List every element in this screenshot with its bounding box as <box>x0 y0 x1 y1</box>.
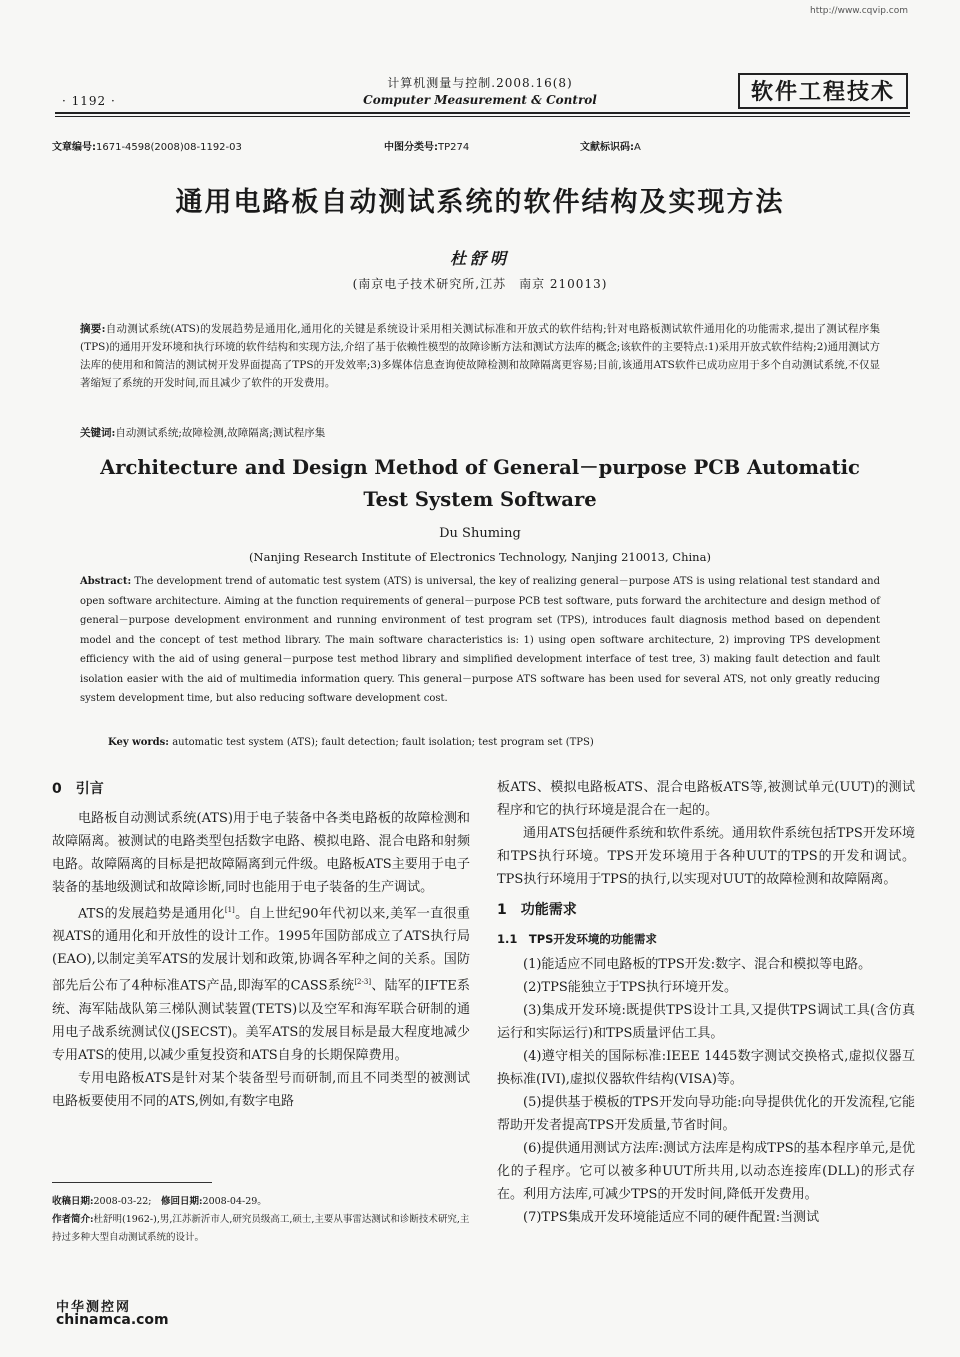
article-number: 文章编号:1671-4598(2008)08-1192-03 <box>52 142 242 153</box>
author-cn: 杜舒明 <box>449 249 510 268</box>
abstract-en: Abstract: The development trend of automatic test system (ATS) is universal, the key of realizing general－purpose ATS is using relational test standard and open software architecture. Aiming at the function requirements of general－purpose PCB test software, puts forward the architecture and design method of general－purpose development environment and running environment of test program set (TPS), introduces fault diagnosis method based on dependent model and the concept of test method library. The main software characteristics is: 1) using open software architecture, 2) improving TPS development efficiency with the aid of using general－purpose test method library and simplified development interface of test tree, 3) making fault detection and fault isolation easier with the aid of multimedia information query. This general－purpose ATS software has been used for several ATS, not only greatly reducing system development time, but also reducing software development cost. <box>80 576 880 704</box>
source-url[interactable]: http://www.cqvip.com <box>810 6 908 16</box>
paragraph: 通用ATS包括硬件系统和软件系统。通用软件系统包括TPS开发环境和TPS执行环境。TPS开发环境用于各种UUT的TPS的开发和调试。TPS执行环境用于TPS的执行,以实现对UUT的故障检测和故障隔离。 <box>497 826 915 887</box>
paragraph: 电路板自动测试系统(ATS)用于电子装备中各类电路板的故障检测和故障隔离。被测试的电路类型包括数字电路、模拟电路、混合电路和射频电路。故障隔离的目标是把故障隔离到元件级。电路板ATS主要用于电子装备的基地级测试和故障诊断,同时也能用于电子装备的生产调试。 <box>52 811 470 895</box>
keywords-cn: 关键词:自动测试系统;故障检测,故障隔离;测试程序集 <box>80 427 326 439</box>
list-item: (1)能适应不同电路板的TPS开发:数字、混合和模拟等电路。 <box>523 957 872 972</box>
affiliation-cn: (南京电子技术研究所,江苏 南京 210013) <box>352 277 608 291</box>
list-item: (4)遵守相关的国际标准:IEEE 1445数字测试交换格式,虚拟仪器互换标准(IVI),虚拟仪器软件结构(VISA)等。 <box>497 1049 915 1087</box>
watermark-logo-en: chinamca.com <box>56 1312 169 1328</box>
list-item: (7)TPS集成开发环境能适应不同的硬件配置:当测试 <box>523 1210 820 1225</box>
paragraph: 专用电路板ATS是针对某个装备型号而研制,而且不同类型的被测试电路板要使用不同的ATS,例如,有数字电路 <box>52 1070 470 1109</box>
abstract-cn: 摘要:自动测试系统(ATS)的发展趋势是通用化,通用化的关键是系统设计采用相关测试标准和开放式的软件结构;针对电路板测试软件通用化的功能需求,提出了测试程序集(TPS)的通用开发环境和执行环境的软件结构和实现方法,介绍了基于依赖性模型的故障诊断方法和测试方法库的概念;该软件的主要特点:1)采用开放式软件结构;2)通用测试方法库的使用和和简洁的测试树开发界面提高了TPS的开发效率;3)多媒体信息查询使故障检测和故障隔离更容易;目前,该通用ATS软件已成功应用于多个自动测试系统,不仅显著缩短了系统的开发时间,而且减少了软件的开发费用。 <box>80 323 880 389</box>
header-divider-thin <box>55 116 910 117</box>
list-item: (6)提供通用测试方法库:测试方法库是构成TPS的基本程序单元,是优化的子程序。它可以被多种UUT所共用,以动态连接库(DLL)的形式存在。利用方法库,可减少TPS的开发时间,降低开发费用。 <box>497 1141 915 1202</box>
affiliation-en: (Nanjing Research Institute of Electronics Technology, Nanjing 210013, China) <box>249 550 711 564</box>
section-label: 软件工程技术 <box>738 73 908 109</box>
author-en: Du Shuming <box>439 526 521 541</box>
footnote-divider <box>52 1182 212 1183</box>
list-item: (5)提供基于模板的TPS开发向导功能:向导提供优化的开发流程,它能帮助开发者提高TPS开发质量,节省时间。 <box>497 1095 915 1133</box>
keywords-en: Key words: automatic test system (ATS); fault detection; fault isolation; test program set (TPS) <box>108 737 594 748</box>
section-heading-intro: 0 引言 <box>52 781 104 797</box>
watermark-logo-cn: 中华测控网 <box>56 1300 132 1315</box>
clc-number: 中图分类号:TP274 <box>384 142 470 153</box>
paragraph: 板ATS、模拟电路板ATS、混合电路板ATS等,被测试单元(UUT)的测试程序和它的执行环境是混合在一起的。 <box>497 780 915 818</box>
header-divider <box>55 112 910 114</box>
footnote: 收稿日期:2008-03-22; 修回日期:2008-04-29。 作者简介:杜舒明(1962-),男,江苏新沂市人,研究员级高工,硕士,主要从事雷达测试和诊断技术研究,主持过多种大型自动测试系统的设计。 <box>52 1196 470 1243</box>
left-column <box>52 778 470 1113</box>
journal-title-cn: 计算机测量与控制.2008.16(8) <box>387 76 573 90</box>
subsection-heading: 1.1 TPS开发环境的功能需求 <box>497 932 657 946</box>
paper-title-cn: 通用电路板自动测试系统的软件结构及实现方法 <box>175 187 785 218</box>
list-item: (3)集成开发环境:既提供TPS设计工具,又提供TPS调试工具(含仿真运行和实际运行)和TPS质量评估工具。 <box>497 1003 915 1041</box>
right-column <box>497 776 915 1229</box>
paper-title-en: Architecture and Design Method of General－purpose PCB Automatic Test System Software <box>100 456 860 511</box>
journal-title-en: Computer Measurement & Control <box>363 93 597 107</box>
paragraph: ATS的发展趋势是通用化[1]。自上世纪90年代初以来,美军一直很重视ATS的通用化和开放性的设计工作。1995年国防部成立了ATS执行局(EAO),以制定美军ATS的发展计划和政策,协调各军种之间的关系。国防部先后公布了4种标准ATS产品,即海军的CASS系统[2-3]、陆军的IFTE系统、海军陆战队第三梯队测试装置(TETS)以及空军和海军联合研制的通用电子战系统测试仪(JSECST)。美军ATS的发展目标是最大程度地减少专用ATS的使用,以减少重复投资和ATS自身的长期保障费用。 <box>52 906 470 1063</box>
section-heading-function: 1 功能需求 <box>497 902 577 918</box>
document-code: 文献标识码:A <box>580 142 641 153</box>
list-item: (2)TPS能独立于TPS执行环境开发。 <box>523 980 738 995</box>
page-number: · 1192 · <box>62 94 116 108</box>
